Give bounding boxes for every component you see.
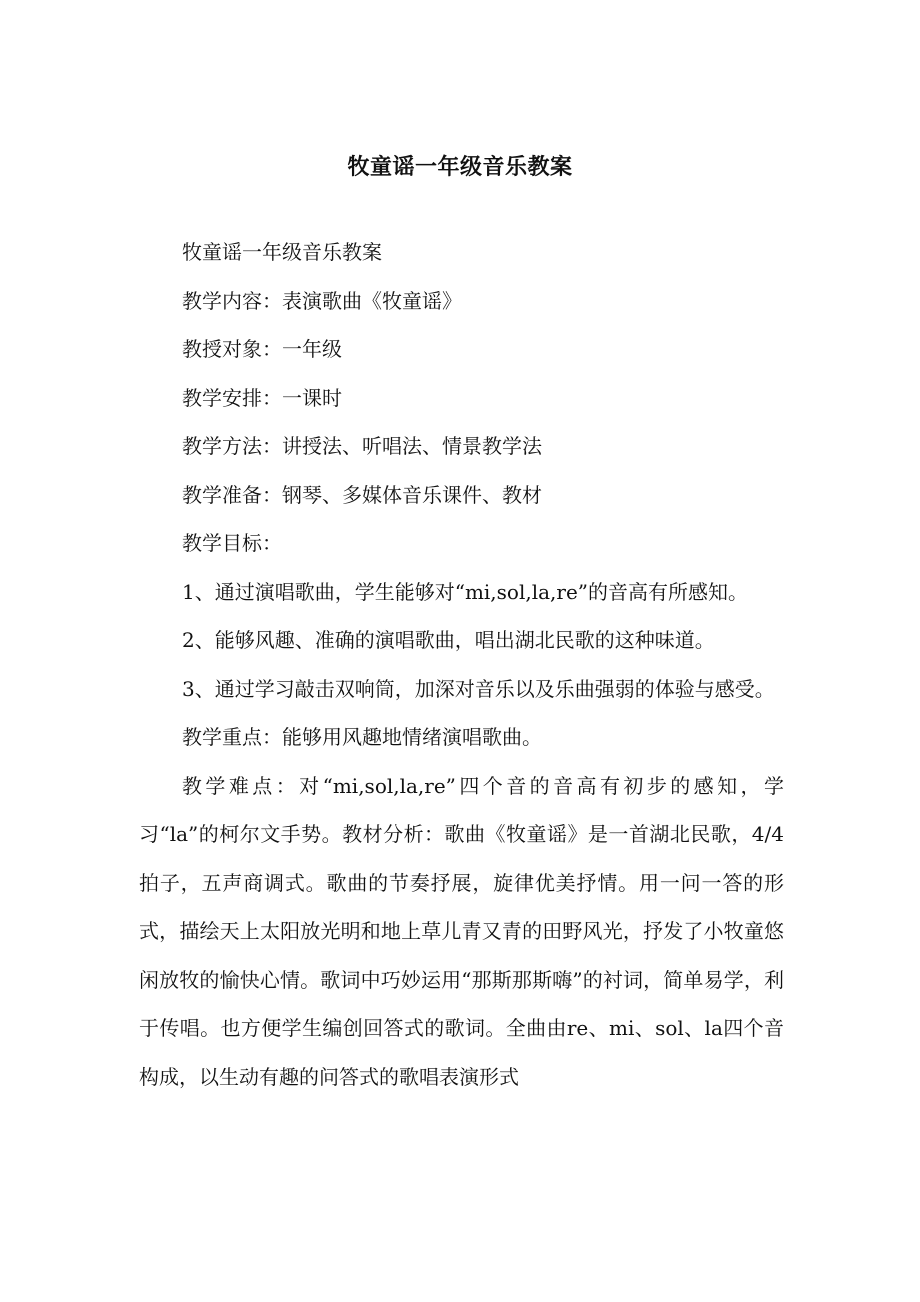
- paragraph-goal-1: 1、通过演唱歌曲，学生能够对“mi,sol,la,re”的音高有所感知。: [182, 579, 749, 604]
- document-body: [139, 228, 784, 1101]
- paragraph-schedule: 教学安排：一课时: [182, 385, 342, 410]
- paragraph-goals-heading: 教学目标：: [182, 531, 282, 555]
- paragraph-heading: 牧童谣一年级音乐教案: [182, 240, 382, 264]
- paragraph-audience: 教授对象：一年级: [182, 337, 342, 361]
- paragraph-preparation: 教学准备：钢琴、多媒体音乐课件、教材: [182, 482, 542, 507]
- paragraph-goal-2: 2、能够风趣、准确的演唱歌曲，唱出湖北民歌的这种味道。: [182, 628, 715, 652]
- paragraph-difficulty-analysis: 教学难点：对“mi,sol,la,re”四个音的音高有初步的感知，学习“la”的柯尔文手势。教材分析：歌曲《牧童谣》是一首湖北民歌，4/4拍子，五声商调式。歌曲的节奏抒展，旋律优美抒情。用一问一答的形式，描绘天上太阳放光明和地上草儿青又青的田野风光，抒发了小牧童悠闲放牧的愉快心情。歌词中巧妙运用“那斯那斯嗨”的衬词，简单易学，利于传唱。也方便学生编创回答式的歌词。全曲由re、mi、sol、la四个音构成，以生动有趣的问答式的歌唱表演形式: [139, 773, 784, 1089]
- paragraph-goal-3: 3、通过学习敲击双响筒，加深对音乐以及乐曲强弱的体验与感受。: [182, 676, 775, 701]
- paragraph-content: 教学内容：表演歌曲《牧童谣》: [182, 288, 462, 313]
- document-title: 牧童谣一年级音乐教案: [347, 154, 573, 180]
- paragraph-key-point: 教学重点：能够用风趣地情绪演唱歌曲。: [182, 725, 542, 749]
- paragraph-method: 教学方法：讲授法、听唱法、情景教学法: [182, 434, 542, 458]
